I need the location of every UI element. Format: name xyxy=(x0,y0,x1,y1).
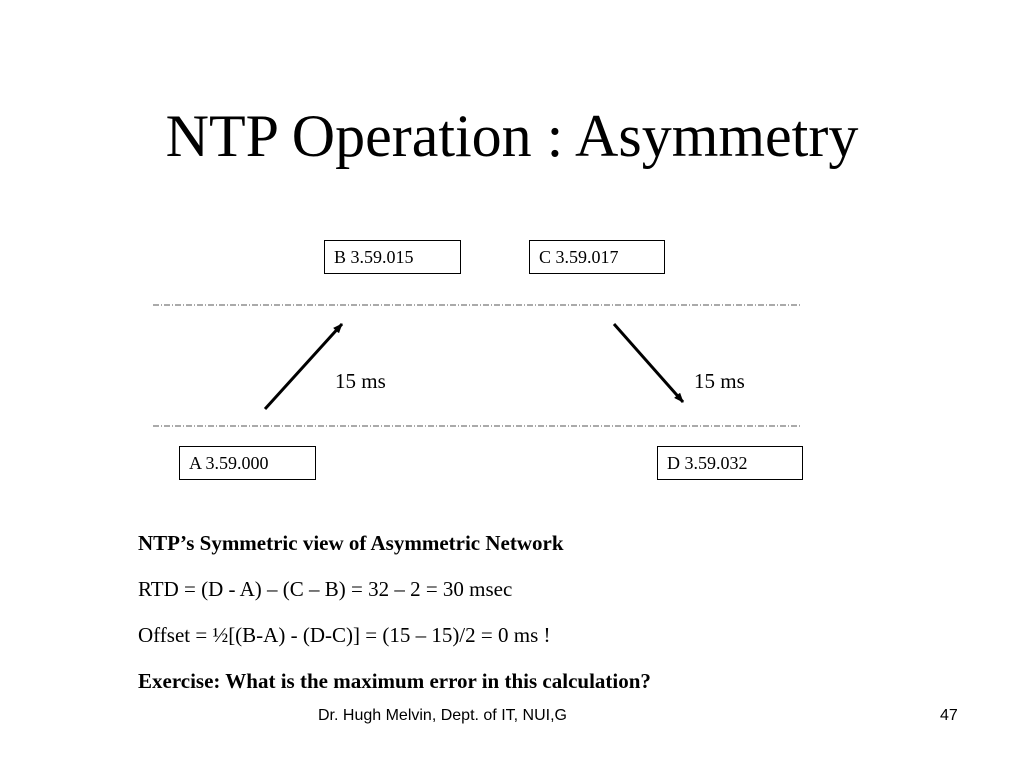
symmetric-view-heading: NTP’s Symmetric view of Asymmetric Network xyxy=(138,531,564,555)
timestamp-a-box: A 3.59.000 xyxy=(179,446,316,480)
delay-label-request: 15 ms xyxy=(335,369,386,393)
timestamp-d-box: D 3.59.032 xyxy=(657,446,803,480)
offset-formula: Offset = ½[(B-A) - (D-C)] = (15 – 15)/2 = 0 ms ! xyxy=(138,623,551,647)
timestamp-b-box: B 3.59.015 xyxy=(324,240,461,274)
page-number: 47 xyxy=(940,707,958,724)
delay-label-response: 15 ms xyxy=(694,369,745,393)
request-arrow-a-to-b xyxy=(265,324,342,409)
rtd-formula: RTD = (D - A) – (C – B) = 32 – 2 = 30 msec xyxy=(138,577,513,601)
footer-credit: Dr. Hugh Melvin, Dept. of IT, NUI,G xyxy=(318,707,567,724)
slide-title: NTP Operation : Asymmetry xyxy=(165,103,859,169)
exercise-question: Exercise: What is the maximum error in this calculation? xyxy=(138,669,651,693)
response-arrow-c-to-d xyxy=(614,324,683,402)
timestamp-c-box: C 3.59.017 xyxy=(529,240,665,274)
